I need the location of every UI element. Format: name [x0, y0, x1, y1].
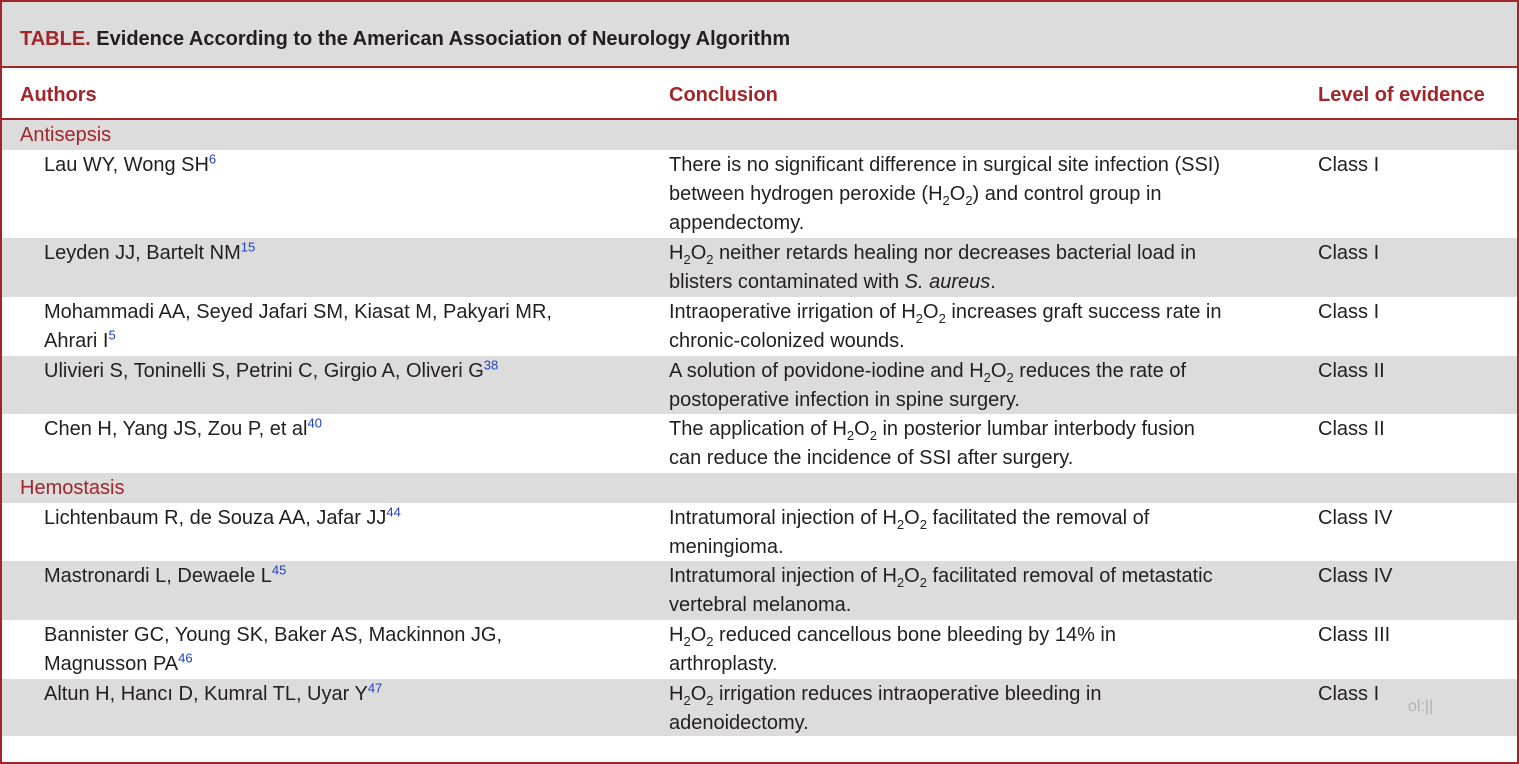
section-row — [2, 120, 1517, 150]
conclusion-segment: 2 — [965, 193, 973, 208]
authors-text: Mastronardi L, Dewaele L — [44, 565, 272, 587]
conclusion-segment: 2 — [706, 634, 714, 649]
conclusion-segment: 2 — [683, 252, 691, 267]
conclusion-segment: H — [669, 683, 684, 705]
level-cell: Class I — [1318, 154, 1380, 176]
reference-link[interactable]: 46 — [178, 650, 193, 666]
authors-text: Altun H, Hancı D, Kumral TL, Uyar Y — [44, 683, 368, 705]
conclusion-segment: 2 — [915, 311, 924, 326]
level-cell: Class IV — [1318, 565, 1393, 587]
authors-text: Bannister GC, Young SK, Baker AS, Mackinnon JG, Magnusson PA — [44, 624, 503, 675]
section-label: Antisepsis — [20, 124, 112, 146]
level-cell: Class II — [1318, 360, 1385, 382]
reference-link[interactable]: 45 — [271, 562, 287, 578]
conclusion-segment: 2 — [896, 575, 905, 590]
reference-link[interactable]: 5 — [108, 327, 116, 343]
reference-link[interactable]: 15 — [240, 239, 256, 255]
conclusion-segment: 2 — [942, 193, 950, 208]
conclusion-segment: O — [904, 507, 920, 529]
table-row — [2, 297, 1517, 356]
conclusion-segment: O — [690, 683, 707, 705]
table-row — [2, 679, 1517, 736]
conclusion-segment: Intraoperative irrigation of H — [669, 301, 916, 323]
reference-link[interactable]: 47 — [367, 680, 383, 696]
conclusion-segment: in posterior lumbar interbody fusion can reduce the incidence of SSI after surgery. — [669, 418, 1195, 469]
scribble-mark-icon: ol:|| — [1408, 698, 1434, 715]
reference-link[interactable]: 44 — [386, 504, 401, 520]
authors-text: Mohammadi AA, Seyed Jafari SM, Kiasat M, Pakyari MR, Ahrari I — [44, 301, 552, 352]
conclusion-segment: reduces the rate of postoperative infection in spine surgery. — [669, 360, 1187, 411]
conclusion-segment: ) and control group in appendectomy. — [669, 183, 1162, 234]
conclusion-segment: 2 — [869, 428, 877, 443]
conclusion-segment: . — [990, 271, 996, 293]
conclusion-cell — [669, 298, 1229, 356]
level-cell: Class II — [1318, 418, 1385, 440]
table-row — [2, 620, 1517, 679]
conclusion-segment: The application of H — [669, 418, 847, 440]
conclusion-segment: O — [990, 360, 1007, 382]
conclusion-segment: 2 — [683, 693, 691, 708]
conclusion-segment: H — [669, 242, 684, 264]
conclusion-segment: irrigation reduces intraoperative bleeding in adenoidectomy. — [669, 683, 1102, 734]
section-row — [2, 473, 1517, 503]
conclusion-segment: 2 — [1006, 370, 1014, 385]
authors-cell — [44, 415, 604, 444]
table-row — [2, 414, 1517, 473]
conclusion-segment: 2 — [919, 517, 927, 532]
conclusion-cell — [669, 621, 1229, 679]
conclusion-segment: Intratumoral injection of H — [669, 507, 897, 529]
authors-cell — [44, 562, 604, 591]
conclusion-cell — [669, 239, 1229, 297]
conclusion-segment: reduced cancellous bone bleeding by 14% in arthroplasty. — [669, 624, 1116, 675]
conclusion-segment: Intratumoral injection of H — [669, 565, 897, 587]
conclusion-segment: 2 — [896, 517, 905, 532]
table-title-label: TABLE. — [20, 28, 91, 50]
conclusion-segment: H — [669, 624, 684, 646]
conclusion-segment: neither retards healing nor decreases bacterial load in blisters contaminated with — [669, 242, 1196, 293]
conclusion-cell — [669, 151, 1229, 238]
conclusion-cell — [669, 562, 1229, 620]
section-label: Hemostasis — [20, 477, 125, 499]
table-row — [2, 356, 1517, 414]
table-row — [2, 561, 1517, 620]
conclusion-cell — [669, 504, 1229, 562]
conclusion-cell — [669, 680, 1229, 738]
conclusion-segment: 2 — [919, 575, 927, 590]
conclusion-segment: There is no significant difference in surgical site infection (SSI) between hydrogen peroxide (H — [669, 154, 1221, 205]
table-row — [2, 150, 1517, 238]
conclusion-segment: O — [690, 624, 707, 646]
authors-cell — [44, 151, 604, 180]
conclusion-cell — [669, 357, 1229, 415]
conclusion-segment: increases graft success rate in chronic-colonized wounds. — [669, 301, 1222, 352]
conclusion-segment: 2 — [846, 428, 855, 443]
conclusion-segment: O — [949, 183, 966, 205]
column-header-authors: Authors — [20, 84, 97, 106]
authors-text: Lichtenbaum R, de Souza AA, Jafar JJ — [44, 507, 387, 529]
conclusion-cell — [669, 415, 1229, 473]
reference-link[interactable]: 38 — [483, 357, 499, 373]
authors-text: Ulivieri S, Toninelli S, Petrini C, Girgio A, Oliveri G — [44, 360, 484, 382]
authors-cell — [44, 239, 604, 268]
table-title — [20, 28, 790, 51]
table-header-row — [2, 68, 1517, 120]
level-cell: Class IV — [1318, 507, 1393, 529]
level-cell: Class I — [1318, 683, 1380, 705]
table-title-bar — [2, 2, 1517, 68]
level-cell: Class III — [1318, 624, 1391, 646]
authors-text: Leyden JJ, Bartelt NM — [44, 242, 241, 264]
authors-text: Lau WY, Wong SH — [44, 154, 209, 176]
authors-cell — [44, 298, 604, 356]
authors-cell — [44, 504, 604, 533]
level-cell: Class I — [1318, 242, 1380, 264]
reference-link[interactable]: 6 — [208, 151, 217, 167]
conclusion-segment: 2 — [683, 634, 691, 649]
table-row — [2, 238, 1517, 297]
reference-link[interactable]: 40 — [307, 415, 322, 431]
conclusion-segment: O — [923, 301, 939, 323]
authors-cell — [44, 680, 604, 709]
column-header-conclusion: Conclusion — [669, 84, 778, 106]
conclusion-segment: facilitated removal of metastatic vertebral melanoma. — [669, 565, 1213, 616]
authors-text: Chen H, Yang JS, Zou P, et al — [44, 418, 308, 440]
conclusion-segment: O — [904, 565, 920, 587]
table-row — [2, 503, 1517, 561]
conclusion-segment: facilitated the removal of meningioma. — [669, 507, 1150, 558]
conclusion-segment: O — [690, 242, 707, 264]
conclusion-segment: O — [854, 418, 870, 440]
conclusion-segment: 2 — [938, 311, 946, 326]
table-title-text: Evidence According to the American Association of Neurology Algorithm — [96, 28, 791, 50]
conclusion-segment: A solution of povidone-iodine and H — [669, 360, 984, 382]
authors-cell — [44, 621, 604, 679]
conclusion-segment: 2 — [983, 370, 991, 385]
authors-cell — [44, 357, 604, 386]
level-cell: Class I — [1318, 301, 1380, 323]
conclusion-segment: 2 — [706, 693, 714, 708]
column-header-level: Level of evidence — [1318, 84, 1485, 106]
conclusion-segment: S. aureus — [904, 271, 991, 293]
conclusion-segment: 2 — [706, 252, 714, 267]
